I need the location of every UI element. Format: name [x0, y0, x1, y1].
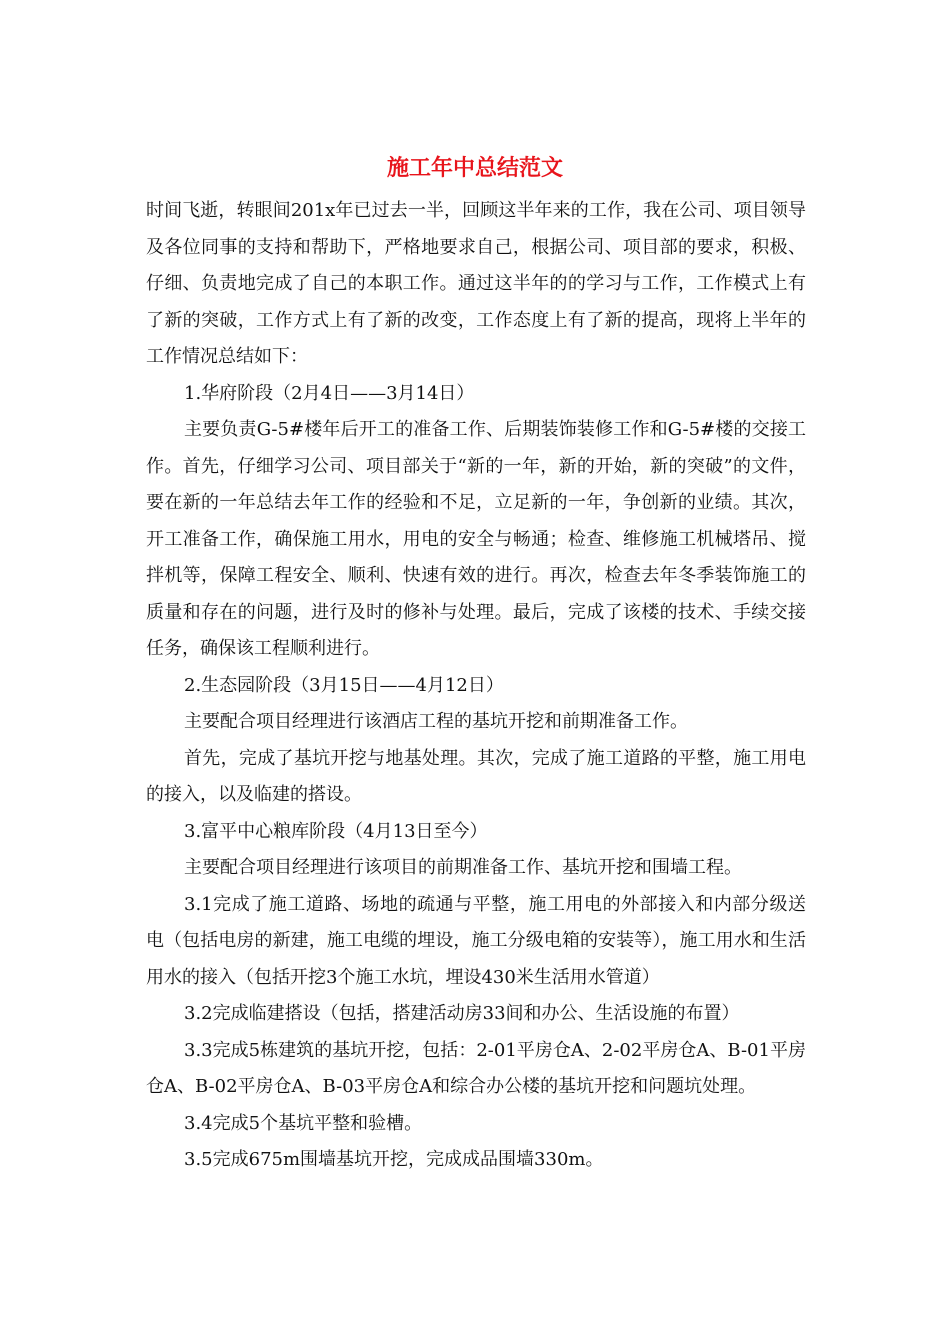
- item-3-4: 3.4完成5个基坑平整和验槽。: [184, 1112, 423, 1134]
- item-3-2: 3.2完成临建搭设（包括，搭建活动房33间和办公、生活设施的布置）: [184, 1003, 740, 1024]
- item-3-5: 3.5完成675m围墙基坑开挖，完成成品围墙330m。: [184, 1149, 604, 1170]
- section-heading-1: 1.华府阶段（2月4日——3月14日）: [184, 382, 475, 404]
- item-3-3: 3.3完成5栋建筑的基坑开挖，包括：2-01平房仓A、2-02平房仓A、B-01平房仓A、B-02平房仓A、B-03平房仓A和综合办公楼的基坑开挖和问题坑处理。: [146, 1039, 806, 1097]
- section-1-paragraph: 主要负责G-5#楼年后开工的准备工作、后期装饰装修工作和G-5#楼的交接工作。首先，仔细学习公司、项目部关于“新的一年，新的开始，新的突破”的文件，要在新的一年总结去年工作的经验和不足，立足新的一年，争创新的业绩。其次，开工准备工作，确保施工用水，用电的安全与畅通；检查、维修施工机械塔吊、搅拌机等，保障工程安全、顺利、快速有效的进行。再次，检查去年冬季装饰施工的质量和存在的问题，进行及时的修补与处理。最后，完成了该楼的技术、手续交接任务，确保该工程顺利进行。: [146, 419, 806, 659]
- section-2-paragraph: 首先，完成了基坑开挖与地基处理。其次，完成了施工道路的平整，施工用电的接入，以及临建的搭设。: [146, 747, 806, 805]
- section-3-paragraph: 主要配合项目经理进行该项目的前期准备工作、基坑开挖和围墙工程。: [184, 857, 742, 878]
- item-3-1: 3.1完成了施工道路、场地的疏通与平整，施工用电的外部接入和内部分级送电（包括电房的新建，施工电缆的埋设，施工分级电箱的安装等），施工用水和生活用水的接入（包括开挖3个施工水坑，埋设430米生活用水管道）: [146, 893, 806, 988]
- document-body: [146, 193, 806, 1179]
- document-title: 施工年中总结范文: [386, 155, 563, 181]
- section-heading-2: 2.生态园阶段（3月15日——4月12日）: [184, 674, 504, 696]
- section-2-paragraph: 主要配合项目经理进行该酒店工程的基坑开挖和前期准备工作。: [184, 711, 688, 732]
- intro-paragraph: 时间飞逝，转眼间201x年已过去一半，回顾这半年来的工作，我在公司、项目领导及各位同事的支持和帮助下，严格地要求自己，根据公司、项目部的要求，积极、仔细、负责地完成了自己的本职工作。通过这半年的的学习与工作，工作模式上有了新的突破，工作方式上有了新的改变，工作态度上有了新的提高，现将上半年的工作情况总结如下：: [146, 200, 806, 367]
- section-heading-3: 3.富平中心粮库阶段（4月13日至今）: [184, 820, 488, 842]
